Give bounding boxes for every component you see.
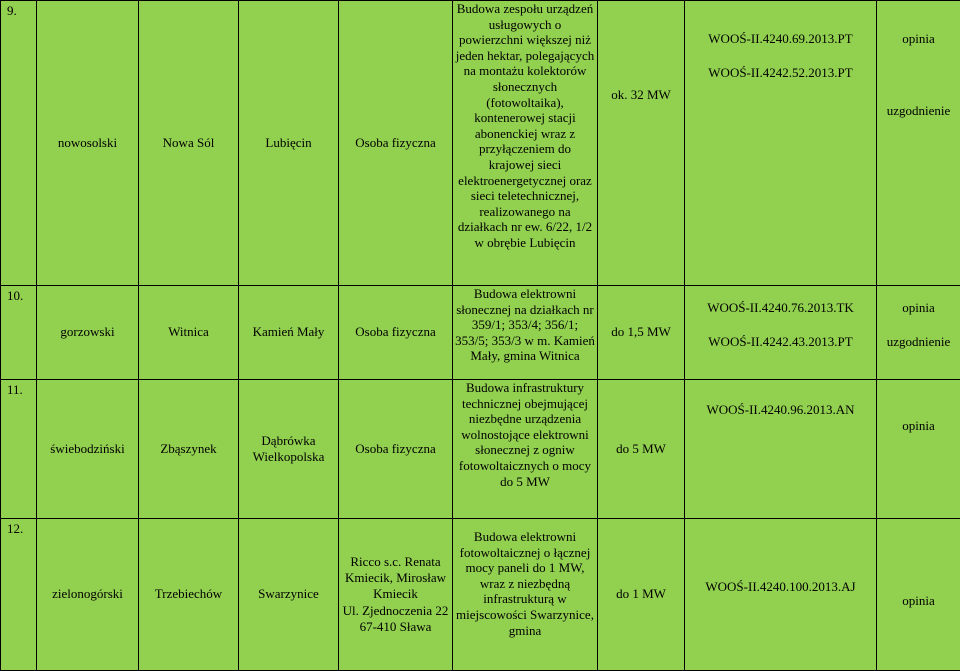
applicant-name: Ricco s.c. Renata Kmiecik, Mirosław Kmiecik: [342, 554, 449, 603]
sygnatura-value: WOOŚ-II.4240.100.2013.AJ: [688, 579, 873, 595]
opis-cell: Budowa infrastruktury technicznej obejmującej niezbędne urządzenia wolnostojące elektrowni słonecznej z ogniw fotowoltaicznych o mocy do 5 MW: [453, 380, 598, 519]
miejscowosc-cell: Lubięcin: [239, 1, 339, 286]
wnioskodawca-cell: Osoba fizyczna: [339, 286, 453, 380]
table-row: [1, 286, 960, 380]
applicant-city: 67-410 Sława: [342, 619, 449, 635]
row-number: 10.: [1, 286, 37, 380]
table-row: [1, 1, 960, 286]
applicant-street: Ul. Zjednoczenia 22: [342, 603, 449, 619]
rodzaj-value: uzgodnienie: [880, 103, 957, 119]
opis-cell: Budowa zespołu urządzeń usługowych o powierzchni większej niż jeden hektar, polegających na montażu kolektorów słonecznych (fotowoltaika), kontenerowej stacji abonenckiej wraz z przyłączeniem do krajowej sieci elektroenergetycznej oraz sieci teletechnicznej, realizowanego na działkach nr ew. 6/22, 1/2 w obrębie Lubięcin: [453, 1, 598, 286]
gmina-cell: Nowa Sól: [139, 1, 239, 286]
powiat-cell: świebodziński: [37, 380, 139, 519]
opis-cell: Budowa elektrowni fotowoltaicznej o łącznej mocy paneli do 1 MW, wraz z niezbędną infrastrukturą w miejscowości Swarzynice, gmina: [453, 519, 598, 671]
sygnatura-value: WOOŚ-II.4240.76.2013.TK: [688, 300, 873, 316]
miejscowosc-cell: Dąbrówka Wielkopolska: [239, 380, 339, 519]
miejscowosc-cell: Swarzynice: [239, 519, 339, 671]
rodzaj-cell: [877, 380, 960, 519]
rodzaj-cell: [877, 286, 960, 380]
sygnatura-cell: [685, 380, 877, 519]
sygnatura-value: WOOŚ-II.4242.43.2013.PT: [688, 334, 873, 350]
powiat-cell: zielonogórski: [37, 519, 139, 671]
table-row: [1, 519, 960, 671]
rodzaj-value: opinia: [880, 300, 957, 316]
rodzaj-cell: [877, 519, 960, 671]
gmina-cell: Witnica: [139, 286, 239, 380]
gmina-cell: Zbąszynek: [139, 380, 239, 519]
moc-cell: do 5 MW: [598, 380, 685, 519]
sygnatura-cell: [685, 1, 877, 286]
powiat-cell: gorzowski: [37, 286, 139, 380]
row-number: 11.: [1, 380, 37, 519]
moc-cell: do 1,5 MW: [598, 286, 685, 380]
opis-cell: Budowa elektrowni słonecznej na działkach nr 359/1; 353/4; 356/1; 353/5; 353/3 w m. Kamień Mały, gmina Witnica: [453, 286, 598, 380]
wnioskodawca-cell: Osoba fizyczna: [339, 1, 453, 286]
powiat-cell: nowosolski: [37, 1, 139, 286]
rodzaj-value: opinia: [880, 593, 957, 609]
moc-cell: do 1 MW: [598, 519, 685, 671]
gmina-cell: Trzebiechów: [139, 519, 239, 671]
rodzaj-value: uzgodnienie: [880, 334, 957, 350]
sygnatura-value: WOOŚ-II.4242.52.2013.PT: [688, 65, 873, 81]
rodzaj-value: opinia: [880, 418, 957, 434]
sygnatura-value: WOOŚ-II.4240.69.2013.PT: [688, 31, 873, 47]
sygnatura-cell: [685, 286, 877, 380]
sygnatura-cell: [685, 519, 877, 671]
table-row: [1, 380, 960, 519]
wnioskodawca-cell: [339, 519, 453, 671]
miejscowosc-cell: Kamień Mały: [239, 286, 339, 380]
rodzaj-value: opinia: [880, 31, 957, 47]
row-number: 9.: [1, 1, 37, 286]
rodzaj-cell: [877, 1, 960, 286]
wnioskodawca-cell: Osoba fizyczna: [339, 380, 453, 519]
row-number: 12.: [1, 519, 37, 671]
sygnatura-value: WOOŚ-II.4240.96.2013.AN: [688, 402, 873, 418]
moc-cell: ok. 32 MW: [598, 1, 685, 286]
